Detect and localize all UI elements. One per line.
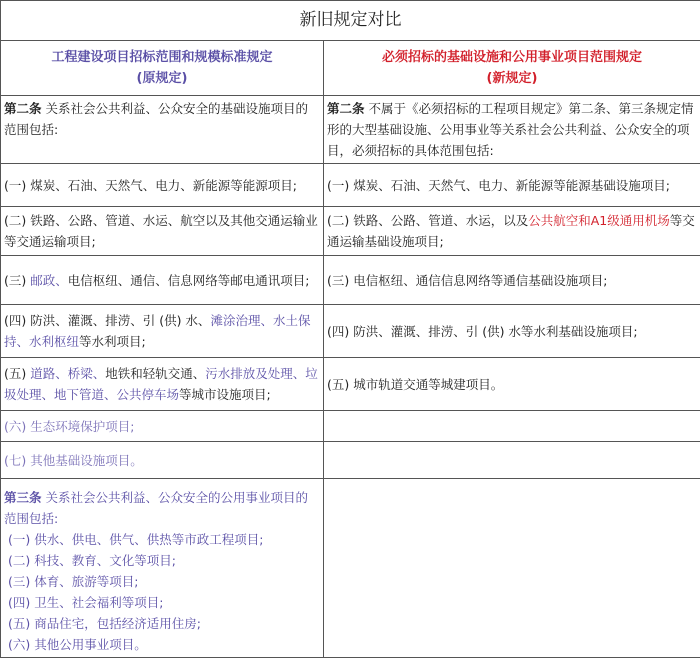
new-rule-cell (324, 207, 700, 256)
text-segment: (六) 生态环境保护项目; (4, 419, 134, 434)
text-segment: 等水利项目; (79, 334, 146, 349)
old-rule-cell (1, 164, 324, 207)
text-segment: 道路、桥梁、 (30, 366, 105, 381)
text-segment: 污水排放及处理、垃圾处理、地下管道、公共停车场 (4, 366, 318, 402)
article3-item: (六) 其他公用事业项目。 (4, 634, 320, 655)
table-row (1, 358, 700, 411)
article3-heading: 第三条 (4, 490, 42, 505)
old-rule-cell (1, 411, 324, 442)
text-segment: (二) 铁路、公路、管道、水运，以及 (327, 213, 528, 228)
article3-intro-text: 关系社会公共利益、公众安全的公用事业项目的范围包括: (4, 490, 308, 526)
article3-item: (五) 商品住宅，包括经济适用住房; (4, 613, 320, 634)
new-header-subtitle: (新规定) (327, 68, 697, 89)
text-segment: 等城市设施项目; (179, 387, 271, 402)
new-rule-cell (324, 164, 700, 207)
text-segment: 不属于《必须招标的工程项目规定》第二条、第三条规定情形的大型基础设施、公用事业等关系社会公共利益、公众安全的项目，必须招标的具体范围包括: (327, 101, 694, 158)
text-segment: (二) 铁路、公路、管道、水运、航空以及其他交通运输业等交通运输项目; (4, 213, 318, 249)
new-rule-cell (324, 411, 700, 442)
old-rule-cell (1, 96, 324, 164)
article3-item: (二) 科技、教育、文化等项目; (4, 550, 320, 571)
table-row (1, 164, 700, 207)
text-segment: (一) 煤炭、石油、天然气、电力、新能源等能源基础设施项目; (327, 178, 670, 193)
new-rule-cell (324, 442, 700, 479)
text-segment: (三) (4, 273, 30, 288)
table-body (1, 96, 700, 479)
table-row (1, 442, 700, 479)
text-segment: 关系社会公共利益、公众安全的基础设施项目的范围包括: (4, 101, 308, 137)
old-regulation-header (1, 41, 324, 96)
table-row (1, 411, 700, 442)
old-header-subtitle: (原规定) (4, 68, 320, 89)
text-segment: (四) 防洪、灌溉、排涝、引 (供) 水等水利基础设施项目; (327, 324, 638, 339)
new-rule-cell (324, 358, 700, 411)
new-header-title: 必须招标的基础设施和公用事业项目范围规定 (327, 47, 697, 68)
table-row (1, 256, 700, 305)
new-regulation-header (324, 41, 700, 96)
text-segment: (三) 电信枢纽、通信信息网络等通信基础设施项目; (327, 273, 607, 288)
table-title: 新旧规定对比 (1, 1, 700, 41)
table-row (1, 207, 700, 256)
text-segment: 地铁和轻轨交通、 (105, 366, 205, 381)
text-segment: 电信枢纽、通信、信息网络等邮电通讯项目; (68, 273, 310, 288)
new-rule-cell (324, 305, 700, 358)
text-segment: (五) (4, 366, 30, 381)
old-rule-cell (1, 256, 324, 305)
article3-item: (一) 供水、供电、供气、供热等市政工程项目; (4, 529, 320, 550)
text-segment: 邮政、 (30, 273, 68, 288)
old-rule-cell (1, 207, 324, 256)
new-rule-cell (324, 96, 700, 164)
old-rule-cell (1, 305, 324, 358)
new-rule-cell (324, 256, 700, 305)
text-segment: 公共航空和A1级通用机场 (528, 213, 670, 228)
article3-item: (四) 卫生、社会福利等项目; (4, 592, 320, 613)
text-segment: 等交通运输基础设施项目; (327, 213, 695, 249)
article3-intro (4, 487, 320, 529)
empty-cell (324, 479, 700, 658)
old-rule-cell (1, 442, 324, 479)
text-segment: (七) 其他基础设施项目。 (4, 453, 143, 468)
old-header-title: 工程建设项目招标范围和规模标准规定 (4, 47, 320, 68)
old-rule-cell (1, 358, 324, 411)
table-row (1, 96, 700, 164)
text-segment: 滩涂治理、水土保持、水利枢纽 (4, 313, 310, 349)
text-segment: (四) 防洪、灌溉、排涝、引 (供) 水、 (4, 313, 210, 328)
text-segment: 第二条 (4, 101, 42, 116)
table-row (1, 305, 700, 358)
text-segment: 第二条 (327, 101, 365, 116)
text-segment: (一) 煤炭、石油、天然气、电力、新能源等能源项目; (4, 178, 297, 193)
article3-items (4, 529, 320, 655)
text-segment: (五) 城市轨道交通等城建项目。 (327, 377, 503, 392)
article3-item: (三) 体育、旅游等项目; (4, 571, 320, 592)
article3-cell (1, 479, 324, 658)
